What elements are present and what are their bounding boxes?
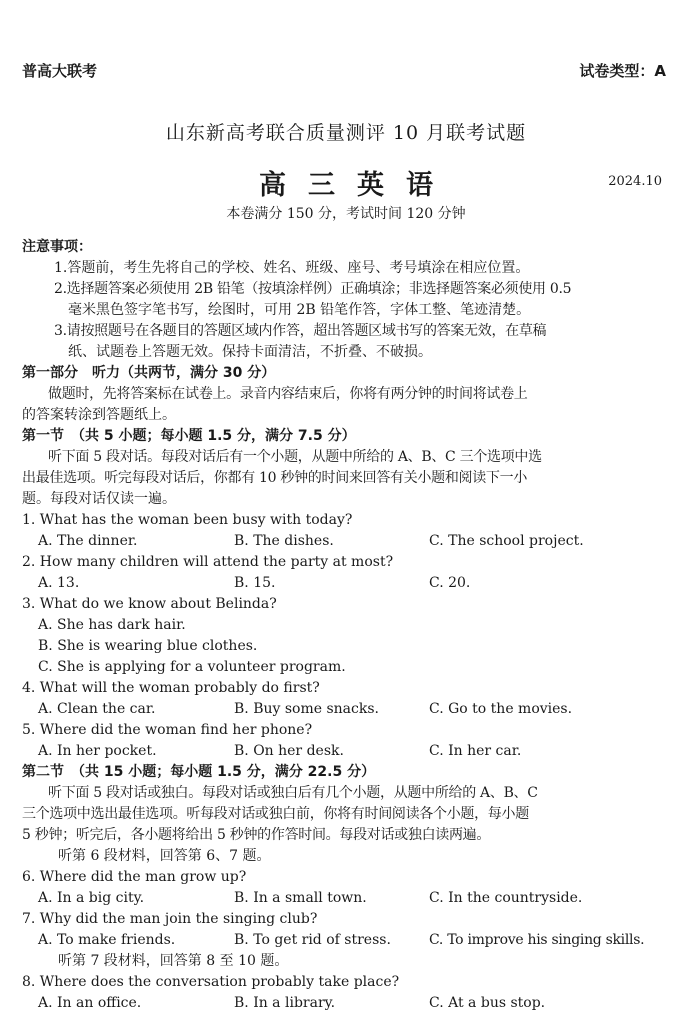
part1-heading: 第一部分 听力（共两节，满分 30 分）	[22, 365, 276, 381]
option-b: B. In a small town.	[234, 890, 367, 906]
option-a: A. She has dark hair.	[38, 617, 186, 633]
option-a: A. To make friends.	[38, 932, 176, 948]
option-b: B. 15.	[234, 575, 276, 591]
material-note: 听第 7 段材料，回答第 8 至 10 题。	[58, 953, 289, 969]
section1-intro-line: 听下面 5 段对话。每段对话后有一个小题，从题中所给的 A、B、C 三个选项中选	[48, 449, 542, 465]
question-8: 8. Where does the conversation probably take place?	[22, 974, 400, 990]
option-c: C. At a bus stop.	[429, 995, 546, 1011]
part1-intro-line: 的答案转涂到答题纸上。	[22, 407, 176, 423]
section2-heading: 第二节 （共 15 小题；每小题 1.5 分，满分 22.5 分）	[22, 764, 376, 780]
question-6: 6. Where did the man grow up?	[22, 869, 247, 885]
section1-intro-line: 题。每段对话仅读一遍。	[22, 491, 176, 507]
section2-intro-line: 三个选项中选出最佳选项。听每段对话或独白前，你将有时间阅读各个小题，每小题	[22, 806, 529, 822]
question-1-options	[22, 531, 672, 552]
subject-title: 高三英语	[259, 170, 455, 201]
option-b: B. She is wearing blue clothes.	[38, 638, 258, 654]
note-line: 2.选择题答案必须使用 2B 铅笔（按填涂样例）正确填涂；非选择题答案必须使用 0.5	[54, 281, 572, 297]
option-a: A. 13.	[38, 575, 80, 591]
note-line: 1.答题前，考生先将自己的学校、姓名、班级、座号、考号填涂在相应位置。	[54, 260, 530, 276]
question-5-options	[22, 741, 672, 762]
note-line: 3.请按照题号在各题目的答题区域内作答，超出答题区域书写的答案无效，在草稿	[54, 323, 547, 339]
option-c: C. To improve his singing skills.	[429, 932, 645, 948]
paper-type: 试卷类型：A	[579, 62, 666, 80]
option-c: C. In the countryside.	[429, 890, 583, 906]
option-b: B. On her desk.	[234, 743, 344, 759]
question-6-options	[22, 888, 672, 909]
section2-intro-line: 听下面 5 段对话或独白。每段对话或独白后有几个小题，从题中所给的 A、B、C	[48, 785, 538, 801]
option-a: A. Clean the car.	[38, 701, 156, 717]
option-a: A. In an office.	[38, 995, 142, 1011]
option-b: B. In a library.	[234, 995, 336, 1011]
section1-heading: 第一节 （共 5 小题；每小题 1.5 分，满分 7.5 分）	[22, 428, 356, 444]
question-5: 5. Where did the woman find her phone?	[22, 722, 313, 738]
question-7: 7. Why did the man join the singing club?	[22, 911, 318, 927]
option-c: C. She is applying for a volunteer program.	[38, 659, 346, 675]
header-left: 普高大联考	[22, 62, 98, 80]
question-4: 4. What will the woman probably do first?	[22, 680, 320, 696]
question-3: 3. What do we know about Belinda?	[22, 596, 277, 612]
section1-intro-line: 出最佳选项。听完每段对话后，你都有 10 秒钟的时间来回答有关小题和阅读下一小	[22, 470, 528, 486]
question-8-options	[22, 993, 672, 1014]
option-a: A. In her pocket.	[38, 743, 157, 759]
question-1: 1. What has the woman been busy with today?	[22, 512, 353, 528]
exam-date: 2024.10	[608, 174, 662, 189]
note-line: 纸、试题卷上答题无效。保持卡面清洁，不折叠、不破损。	[68, 344, 432, 360]
option-c: C. Go to the movies.	[429, 701, 573, 717]
option-b: B. The dishes.	[234, 533, 334, 549]
score-info: 本卷满分 150 分，考试时间 120 分钟	[226, 206, 466, 222]
option-a: A. In a big city.	[38, 890, 145, 906]
option-b: B. To get rid of stress.	[234, 932, 391, 948]
section2-intro-line: 5 秒钟；听完后，各小题将给出 5 秒钟的作答时间。每段对话或独白读两遍。	[22, 827, 491, 843]
question-4-options	[22, 699, 672, 720]
question-2: 2. How many children will attend the party at most?	[22, 554, 394, 570]
option-c: C. In her car.	[429, 743, 522, 759]
option-a: A. The dinner.	[38, 533, 138, 549]
note-line: 毫米黑色签字笔书写，绘图时，可用 2B 铅笔作答，字体工整、笔迹清楚。	[68, 302, 531, 318]
option-c: C. 20.	[429, 575, 471, 591]
question-2-options	[22, 573, 672, 594]
question-7-options	[22, 930, 672, 951]
notes-heading: 注意事项：	[22, 239, 92, 255]
material-note: 听第 6 段材料，回答第 6、7 题。	[58, 848, 271, 864]
part1-intro-line: 做题时，先将答案标在试卷上。录音内容结束后，你将有两分钟的时间将试卷上	[48, 386, 528, 402]
exam-title: 山东新高考联合质量测评 10 月联考试题	[165, 122, 527, 144]
option-c: C. The school project.	[429, 533, 584, 549]
exam-content	[22, 258, 672, 1014]
option-b: B. Buy some snacks.	[234, 701, 379, 717]
